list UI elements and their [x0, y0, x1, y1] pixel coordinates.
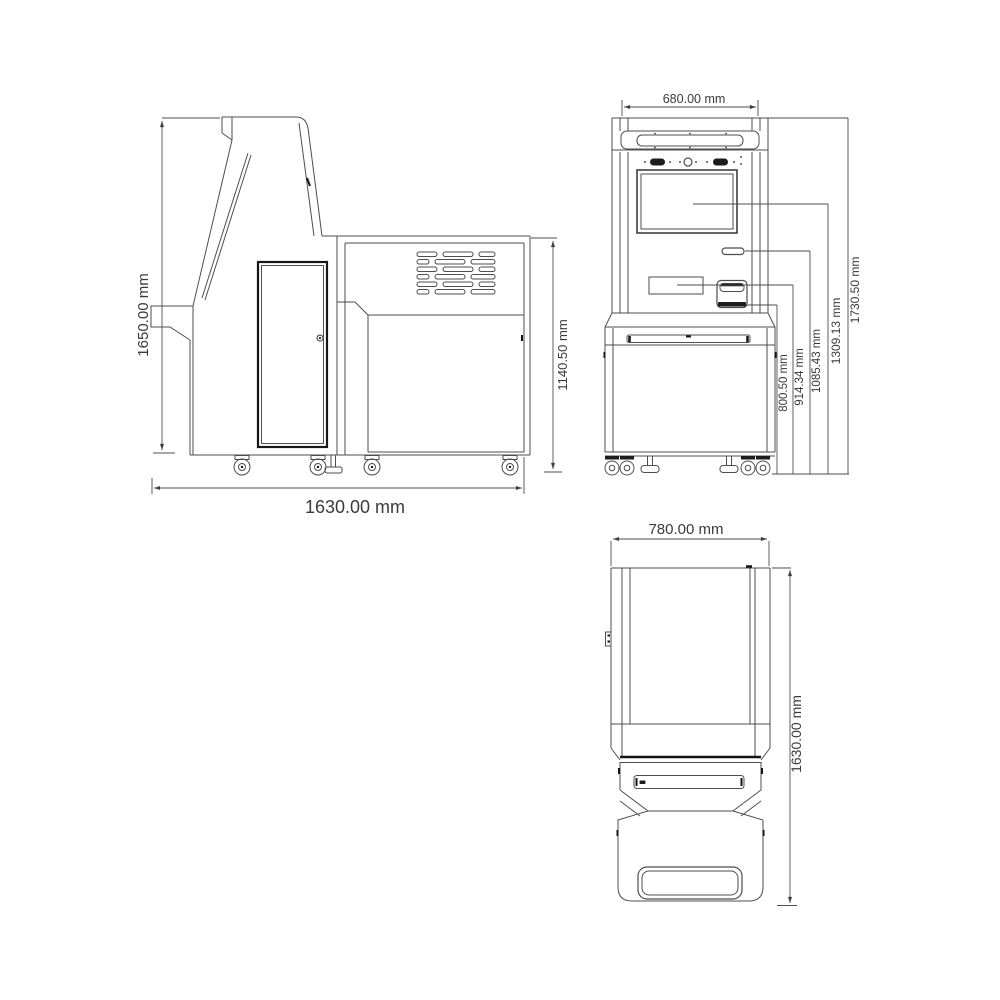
top-slot-end-brackets: [637, 778, 742, 786]
front-height-label-1: 914.34 mm: [794, 348, 806, 406]
front-top-slot: [637, 135, 743, 146]
leveling-foot-icon: [641, 456, 659, 473]
caster-icon: [234, 456, 250, 476]
front-cabinet-outline: [605, 313, 775, 456]
side-screen-bezel-lines: [202, 153, 251, 300]
front-height-label-0: 800.50 mm: [778, 354, 790, 412]
leveling-foot-icon: [720, 456, 738, 473]
front-button-row: [644, 156, 742, 166]
top-bump-outer: [638, 867, 742, 899]
side-casters: [234, 455, 518, 475]
top-slot-inner-dash: [640, 781, 646, 785]
leveling-foot-icon: [325, 455, 342, 473]
side-height-label: 1650.00 mm: [135, 273, 152, 357]
top-hood-edge-ticks: [618, 830, 764, 836]
side-vent-grille: [417, 252, 495, 294]
side-dim-cabinet-height: [531, 238, 570, 472]
front-height-label-4: 1730.50 mm: [848, 256, 862, 324]
front-card-slot: [722, 248, 744, 255]
side-cabinet-height-label: 1140.50 mm: [555, 319, 570, 391]
front-view: [605, 92, 863, 475]
side-door-inner: [262, 266, 324, 444]
side-width-label: 1630.00 mm: [304, 497, 406, 517]
button-pill-left: [650, 159, 665, 166]
side-door: [258, 262, 327, 447]
front-cabinet-edge-ticks: [605, 352, 776, 358]
top-view: [606, 521, 805, 906]
front-casters: [605, 456, 770, 475]
side-door-lock-dot: [319, 337, 321, 339]
top-depth-label: 1630.00 mm: [788, 695, 804, 773]
front-height-label-3: 1309.13 mm: [829, 297, 843, 365]
top-body-outline: [611, 568, 770, 760]
top-dim-width: [611, 521, 769, 566]
side-dim-width: [152, 457, 524, 517]
front-screen: [641, 174, 733, 229]
button-circle: [684, 158, 692, 166]
top-hood-chamfers: [620, 790, 761, 816]
side-base-ledge: [151, 306, 193, 455]
front-height-dimensions: [677, 118, 862, 474]
top-left-hinge: [606, 632, 612, 646]
front-dim-width: [622, 92, 758, 116]
side-door-outline: [258, 262, 327, 447]
caster-icon: [364, 456, 380, 476]
front-panel-rect: [649, 277, 703, 294]
side-view: [135, 117, 570, 517]
top-section-edge-ticks: [619, 768, 762, 774]
top-width-label: 780.00 mm: [648, 521, 724, 538]
front-screen-bezel: [637, 170, 737, 233]
caster-icon: [502, 456, 518, 476]
top-slot-bar: [634, 776, 744, 789]
side-dim-height: [135, 118, 220, 453]
caster-icon: [310, 456, 326, 476]
top-bump-inner: [642, 871, 738, 895]
front-width-label: 680.00 mm: [662, 92, 726, 106]
front-height-label-2: 1085.43 mm: [811, 329, 823, 393]
button-pill-right: [713, 159, 728, 166]
top-dim-depth: [772, 568, 804, 906]
top-hood-outline: [618, 811, 763, 901]
